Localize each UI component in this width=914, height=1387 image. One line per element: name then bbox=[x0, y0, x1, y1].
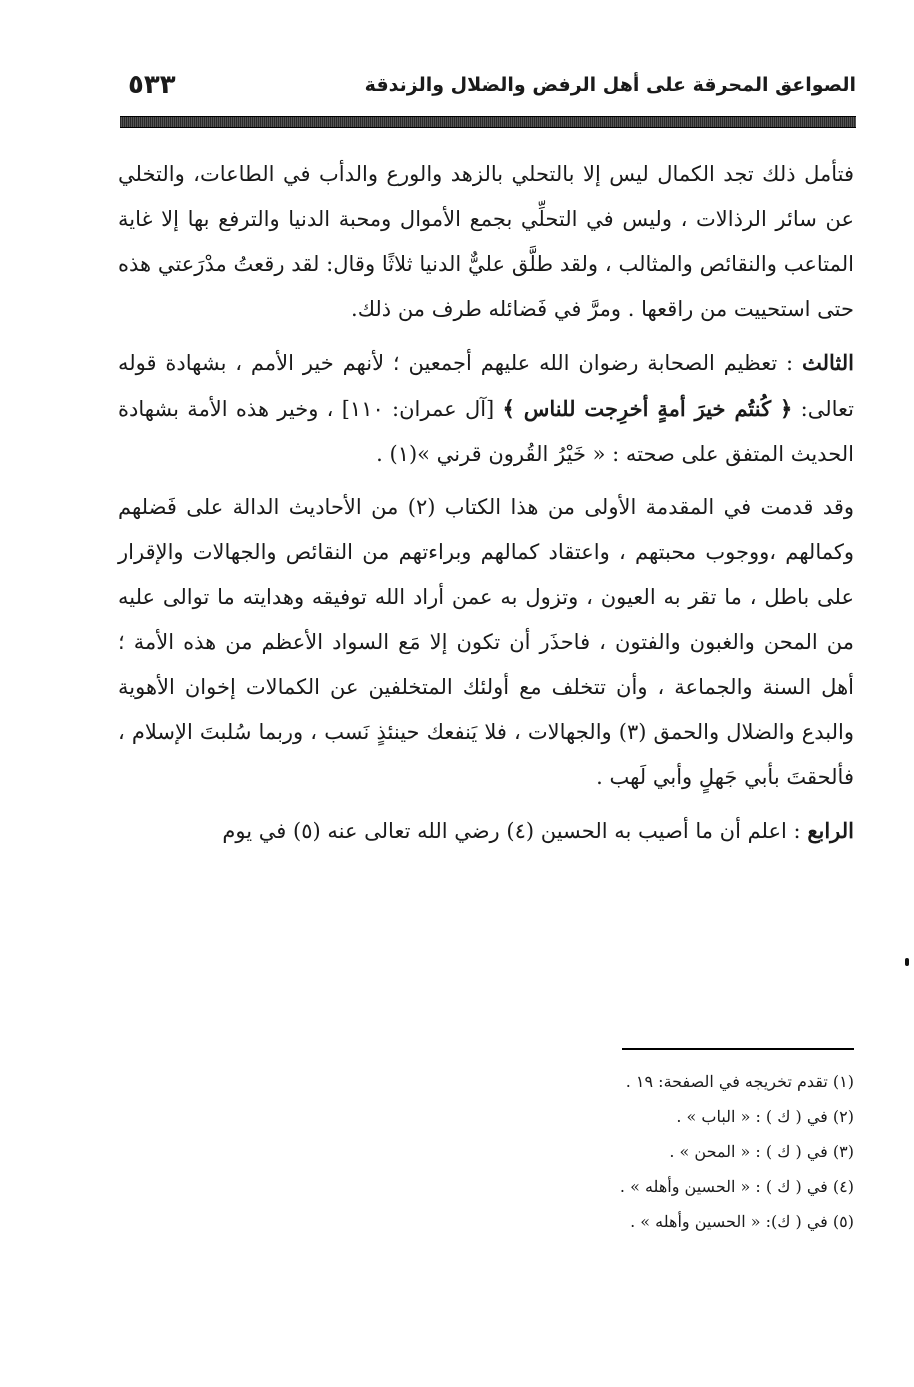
running-header bbox=[120, 70, 856, 110]
paragraph-1: فتأمل ذلك تجد الكمال ليس إلا بالتحلي بالزهد والورع والدأب في الطاعات، والتخلي عن سائر الرذالات ، وليس في التحلِّي بجمع الأموال ومحبة الدنيا والترفع بها إلا غاية المتاعب والنقائص والمثالب ، ولقد طلَّق عليٌّ الدنيا ثلاثًا وقال: لقد رقعتُ مدْرَعتي هذه حتى استحييت من راقعها . ومرَّ في فَضائله طرف من ذلك. bbox=[118, 162, 854, 321]
paragraph-4 bbox=[118, 808, 854, 854]
running-title: الصواعق المحرقة على أهل الرفض والضلال والزندقة bbox=[364, 74, 856, 96]
paragraph-3: وقد قدمت في المقدمة الأولى من هذا الكتاب (٢) من الأحاديث الدالة على فَضلهم وكمالهم ،ووجوب محبتهم ، واعتقاد كمالهم وبراءتهم من النقائص والجهالات والإقرار على باطل ، ما تقر به العيون ، وتزول به عمن أراد الله توفيقه وهدايته ما توالى عليه من المحن والغبون والفتون ، فاحذَر أن تكون إلا مَع السواد الأعظم من هذه الأمة ؛ أهل السنة والجماعة ، وأن تتخلف مع أولئك المتخلفين عن الكمالات إخوان الأهوية والبدع والضلال والحمق (٣) والجهالات ، فلا يَنفعك حينئذٍ نَسب ، وربما سُلبتَ الإسلام ، فألحقتَ بأبي جَهلٍ وأبي لَهب . bbox=[118, 495, 855, 789]
footnote-3: (٣) في ( ك ) : « المحن » . bbox=[669, 1142, 854, 1161]
paragraph-2-text: : تعظيم الصحابة رضوان الله عليهم أجمعين ؛ لأنهم خير الأمم ، بشهادة قوله تعالى: bbox=[118, 351, 854, 421]
section-lead-third: الثالث bbox=[802, 350, 854, 375]
footnote-1: (١) تقدم تخريجه في الصفحة: ١٩ . bbox=[625, 1072, 854, 1091]
footnote-2: (٢) في ( ك ) : « الباب » . bbox=[676, 1107, 854, 1126]
header-rule bbox=[120, 116, 856, 128]
main-text bbox=[118, 152, 854, 862]
paragraph-4-text: : اعلم أن ما أصيب به الحسين (٤) رضي الله تعالى عنه (٥) في يوم bbox=[222, 819, 808, 843]
page-number: ٥٣٣ bbox=[128, 70, 176, 100]
footnotes bbox=[118, 1064, 854, 1239]
margin-mark bbox=[905, 958, 909, 966]
paragraph-2 bbox=[118, 340, 854, 477]
section-lead-fourth: الرابع bbox=[807, 818, 854, 843]
footnote-4: (٤) في ( ك ) : « الحسين وأهله » . bbox=[619, 1177, 854, 1196]
paragraph-2-continuation: [آل عمران: ١١٠] ، وخير هذه الأمة بشهادة الحديث المتفق على صحته : « خَيْرُ القُرون قرني »(١) . bbox=[118, 397, 854, 466]
footnote-separator bbox=[622, 1048, 854, 1050]
quran-verse: ﴿ كُنتُم خيرَ أمةٍ أخرِجت للناس ﴾ bbox=[502, 396, 793, 421]
footnote-5: (٥) في ( ك): « الحسين وأهله » . bbox=[630, 1212, 854, 1231]
